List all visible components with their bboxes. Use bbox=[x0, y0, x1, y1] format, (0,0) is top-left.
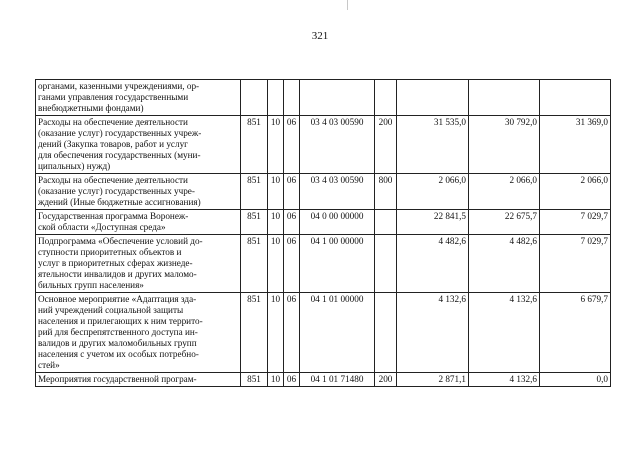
description-line: ганами управления государственными bbox=[38, 92, 189, 102]
subsection-code-cell: 06 bbox=[284, 373, 300, 387]
description-line: для обеспечения государственных (муни- bbox=[38, 150, 201, 160]
table-row bbox=[36, 116, 611, 174]
amount-year3-cell: 6 679,7 bbox=[540, 293, 611, 373]
expense-type-cell: 200 bbox=[375, 373, 397, 387]
ministry-code-cell: 851 bbox=[241, 116, 268, 174]
table-row bbox=[36, 235, 611, 293]
description-line: органами, казенными учреждениями, ор- bbox=[38, 81, 200, 91]
table-row bbox=[36, 373, 611, 387]
amount-year1-cell: 22 841,5 bbox=[397, 210, 469, 235]
table-row bbox=[36, 293, 611, 373]
subsection-code-cell: 06 bbox=[284, 210, 300, 235]
amount-year3-cell: 7 029,7 bbox=[540, 210, 611, 235]
ministry-code-cell: 851 bbox=[241, 235, 268, 293]
amount-year2-cell: 4 132,6 bbox=[469, 373, 540, 387]
expense-type-cell: 800 bbox=[375, 174, 397, 210]
expense-type-cell bbox=[375, 293, 397, 373]
section-code-cell: 10 bbox=[268, 174, 284, 210]
target-article-cell: 04 1 01 00000 bbox=[300, 293, 375, 373]
description-cell bbox=[36, 293, 241, 373]
amount-year1-cell: 4 132,6 bbox=[397, 293, 469, 373]
expense-type-cell bbox=[375, 80, 397, 116]
amount-year3-cell: 2 066,0 bbox=[540, 174, 611, 210]
description-line: населения с учетом их особых потребно- bbox=[38, 349, 199, 359]
subsection-code-cell: 06 bbox=[284, 235, 300, 293]
scan-artifact-line bbox=[347, 0, 348, 10]
description-line: ждений (Иные бюджетные ассигнования) bbox=[38, 197, 201, 207]
description-cell bbox=[36, 210, 241, 235]
target-article-cell: 04 1 00 00000 bbox=[300, 235, 375, 293]
section-code-cell: 10 bbox=[268, 235, 284, 293]
expense-type-cell: 200 bbox=[375, 116, 397, 174]
budget-table bbox=[35, 79, 611, 387]
target-article-cell: 04 0 00 00000 bbox=[300, 210, 375, 235]
description-line: Расходы на обеспечение деятельности bbox=[38, 117, 188, 127]
target-article-cell bbox=[300, 80, 375, 116]
description-line: Расходы на обеспечение деятельности bbox=[38, 175, 188, 185]
amount-year2-cell: 4 482,6 bbox=[469, 235, 540, 293]
section-code-cell bbox=[268, 80, 284, 116]
description-line: Подпрограмма «Обеспечение условий до- bbox=[38, 236, 203, 246]
amount-year1-cell bbox=[397, 80, 469, 116]
description-line: дений (Закупка товаров, работ и услуг bbox=[38, 139, 188, 149]
description-line: ятельности инвалидов и других маломо- bbox=[38, 269, 197, 279]
description-line: внебюджетными фондами) bbox=[38, 103, 144, 113]
table-row bbox=[36, 80, 611, 116]
description-cell bbox=[36, 373, 241, 387]
subsection-code-cell bbox=[284, 80, 300, 116]
section-code-cell: 10 bbox=[268, 210, 284, 235]
amount-year3-cell: 7 029,7 bbox=[540, 235, 611, 293]
amount-year1-cell: 2 871,1 bbox=[397, 373, 469, 387]
table-row bbox=[36, 210, 611, 235]
description-cell bbox=[36, 235, 241, 293]
description-line: Государственная программа Воронеж- bbox=[38, 211, 189, 221]
subsection-code-cell: 06 bbox=[284, 174, 300, 210]
page-number: 321 bbox=[311, 30, 329, 42]
description-line: ний учреждений социальной защиты bbox=[38, 305, 184, 315]
amount-year3-cell: 0,0 bbox=[540, 373, 611, 387]
description-line: (оказание услуг) государственных учреж- bbox=[38, 128, 202, 138]
section-code-cell: 10 bbox=[268, 373, 284, 387]
target-article-cell: 03 4 03 00590 bbox=[300, 174, 375, 210]
table-row bbox=[36, 174, 611, 210]
amount-year1-cell: 2 066,0 bbox=[397, 174, 469, 210]
section-code-cell: 10 bbox=[268, 293, 284, 373]
description-line: стей» bbox=[38, 360, 60, 370]
section-code-cell: 10 bbox=[268, 116, 284, 174]
description-cell bbox=[36, 174, 241, 210]
description-line: населения и прилегающих к ним террито- bbox=[38, 316, 203, 326]
ministry-code-cell: 851 bbox=[241, 293, 268, 373]
amount-year3-cell: 31 369,0 bbox=[540, 116, 611, 174]
ministry-code-cell bbox=[241, 80, 268, 116]
amount-year2-cell: 4 132,6 bbox=[469, 293, 540, 373]
target-article-cell: 04 1 01 71480 bbox=[300, 373, 375, 387]
amount-year3-cell bbox=[540, 80, 611, 116]
amount-year1-cell: 31 535,0 bbox=[397, 116, 469, 174]
amount-year2-cell: 30 792,0 bbox=[469, 116, 540, 174]
subsection-code-cell: 06 bbox=[284, 116, 300, 174]
description-line: валидов и других маломобильных групп bbox=[38, 338, 197, 348]
amount-year2-cell bbox=[469, 80, 540, 116]
expense-type-cell bbox=[375, 210, 397, 235]
description-line: ступности приоритетных объектов и bbox=[38, 247, 182, 257]
description-line: рий для беспрепятственного доступа ин- bbox=[38, 327, 198, 337]
subsection-code-cell: 06 bbox=[284, 293, 300, 373]
description-line: бильных групп населения» bbox=[38, 280, 144, 290]
ministry-code-cell: 851 bbox=[241, 210, 268, 235]
amount-year2-cell: 22 675,7 bbox=[469, 210, 540, 235]
ministry-code-cell: 851 bbox=[241, 174, 268, 210]
target-article-cell: 03 4 03 00590 bbox=[300, 116, 375, 174]
ministry-code-cell: 851 bbox=[241, 373, 268, 387]
description-line: Мероприятия государственной програм- bbox=[38, 374, 197, 384]
description-line: ской области «Доступная среда» bbox=[38, 222, 166, 232]
description-cell bbox=[36, 116, 241, 174]
description-line: ципальных) нужд) bbox=[38, 161, 111, 171]
amount-year1-cell: 4 482,6 bbox=[397, 235, 469, 293]
table-body bbox=[36, 80, 611, 387]
expense-type-cell bbox=[375, 235, 397, 293]
description-line: (оказание услуг) государственных учре- bbox=[38, 186, 195, 196]
description-line: услуг в приоритетных сферах жизнеде- bbox=[38, 258, 193, 268]
description-line: Основное мероприятие «Адаптация зда- bbox=[38, 294, 197, 304]
description-cell bbox=[36, 80, 241, 116]
amount-year2-cell: 2 066,0 bbox=[469, 174, 540, 210]
